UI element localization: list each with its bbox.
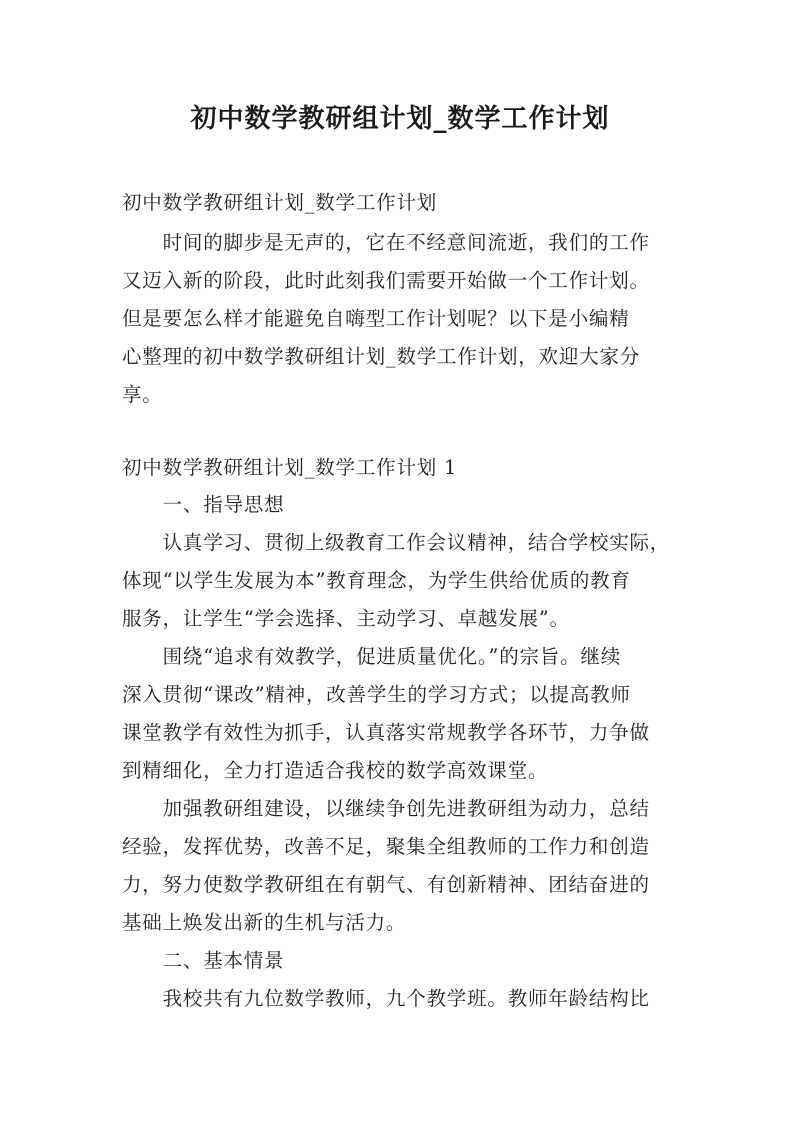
paragraph-line: 围绕“追求有效教学，促进质量优化。”的宗旨。继续 (122, 645, 621, 668)
intro-line: 时间的脚步是无声的，它在不经意间流逝，我们的工作 (122, 231, 650, 254)
section-title: 初中数学教研组计划_数学工作计划 1 (122, 456, 458, 479)
document-subtitle: 初中数学教研组计划_数学工作计划 (122, 191, 438, 214)
paragraph-line: 力，努力使数学教研组在有朝气、有创新精神、团结奋进的 (122, 873, 650, 896)
intro-line: 但是要怎么样才能避免自嗨型工作计划呢？以下是小编精 (122, 307, 630, 330)
paragraph-line: 体现“以学生发展为本”教育理念，为学生供给优质的教育 (122, 569, 631, 592)
paragraph-line: 服务，让学生“学会选择、主动学习、卓越发展”。 (122, 607, 570, 630)
intro-line: 又迈入新的阶段，此时此刻我们需要开始做一个工作计划。 (122, 269, 650, 292)
heading-basic-situation: 二、基本情景 (122, 949, 285, 972)
paragraph-line: 基础上焕发出新的生机与活力。 (122, 911, 407, 934)
paragraph-line: 到精细化，全力打造适合我校的数学高效课堂。 (122, 759, 549, 782)
paragraph-line: 课堂教学有效性为抓手，认真落实常规教学各环节，力争做 (122, 721, 650, 744)
heading-guiding-thought: 一、指导思想 (122, 493, 285, 516)
paragraph-line: 经验，发挥优势，改善不足，聚集全组教师的工作力和创造 (122, 835, 650, 858)
paragraph-line: 我校共有九位数学教师，九个教学班。教师年龄结构比 (122, 987, 650, 1010)
intro-line: 享。 (122, 383, 163, 406)
paragraph-line: 认真学习、贯彻上级教育工作会议精神，结合学校实际， (122, 531, 671, 554)
paragraph-line: 深入贯彻“课改”精神，改善学生的学习方式；以提高教师 (122, 683, 631, 706)
paragraph-line: 加强教研组建设，以继续争创先进教研组为动力，总结 (122, 797, 650, 820)
intro-line: 心整理的初中数学教研组计划_数学工作计划，欢迎大家分 (122, 345, 641, 368)
document-title: 初中数学教研组计划_数学工作计划 (190, 104, 610, 134)
